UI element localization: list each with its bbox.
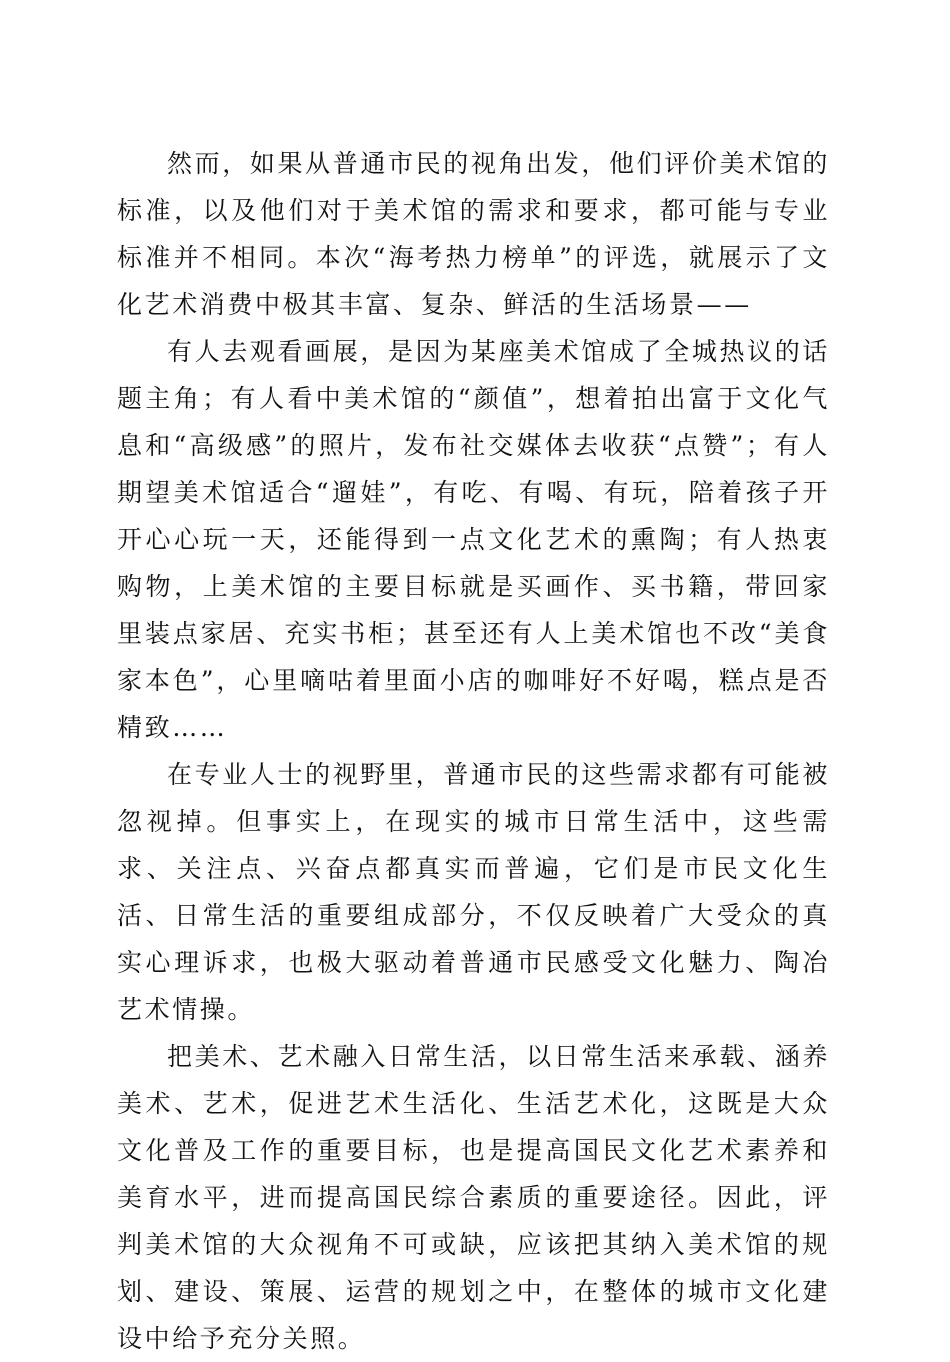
paragraph-2: 有人去观看画展，是因为某座美术馆成了全城热议的话题主角；有人看中美术馆的“颜值”，想着拍出富于文化气息和“高级感”的照片，发布社交媒体去收获“点赞”；有人期望美术馆适合“遛娃”，有吃、有喝、有玩，陪着孩子开开心心玩一天，还能得到一点文化艺术的熏陶；有人热衷购物，上美术馆的主要目标就是买画作、买书籍，带回家里装点家居、充实书柜；甚至还有人上美术馆也不改“美食家本色”，心里嘀咕着里面小店的咖啡好不好喝，糕点是否精致……: [117, 337, 830, 742]
article-body: [117, 140, 830, 1362]
paragraph-1: 然而，如果从普通市民的视角出发，他们评价美术馆的标准，以及他们对于美术馆的需求和要求，都可能与专业标准并不相同。本次“海考热力榜单”的评选，就展示了文化艺术消费中极其丰富、复杂、鲜活的生活场景——: [117, 149, 830, 319]
paragraph-3: 在专业人士的视野里，普通市民的这些需求都有可能被忽视掉。但事实上，在现实的城市日常生活中，这些需求、关注点、兴奋点都真实而普遍，它们是市民文化生活、日常生活的重要组成部分，不仅反映着广大受众的真实心理诉求，也极大驱动着普通市民感受文化魅力、陶冶艺术情操。: [117, 760, 830, 1024]
paragraph-4: 把美术、艺术融入日常生活，以日常生活来承载、涵养美术、艺术，促进艺术生活化、生活艺术化，这既是大众文化普及工作的重要目标，也是提高国民文化艺术素养和美育水平，进而提高国民综合素质的重要途径。因此，评判美术馆的大众视角不可或缺，应该把其纳入美术馆的规划、建设、策展、运营的规划之中，在整体的城市文化建设中给予充分关照。: [117, 1042, 830, 1353]
